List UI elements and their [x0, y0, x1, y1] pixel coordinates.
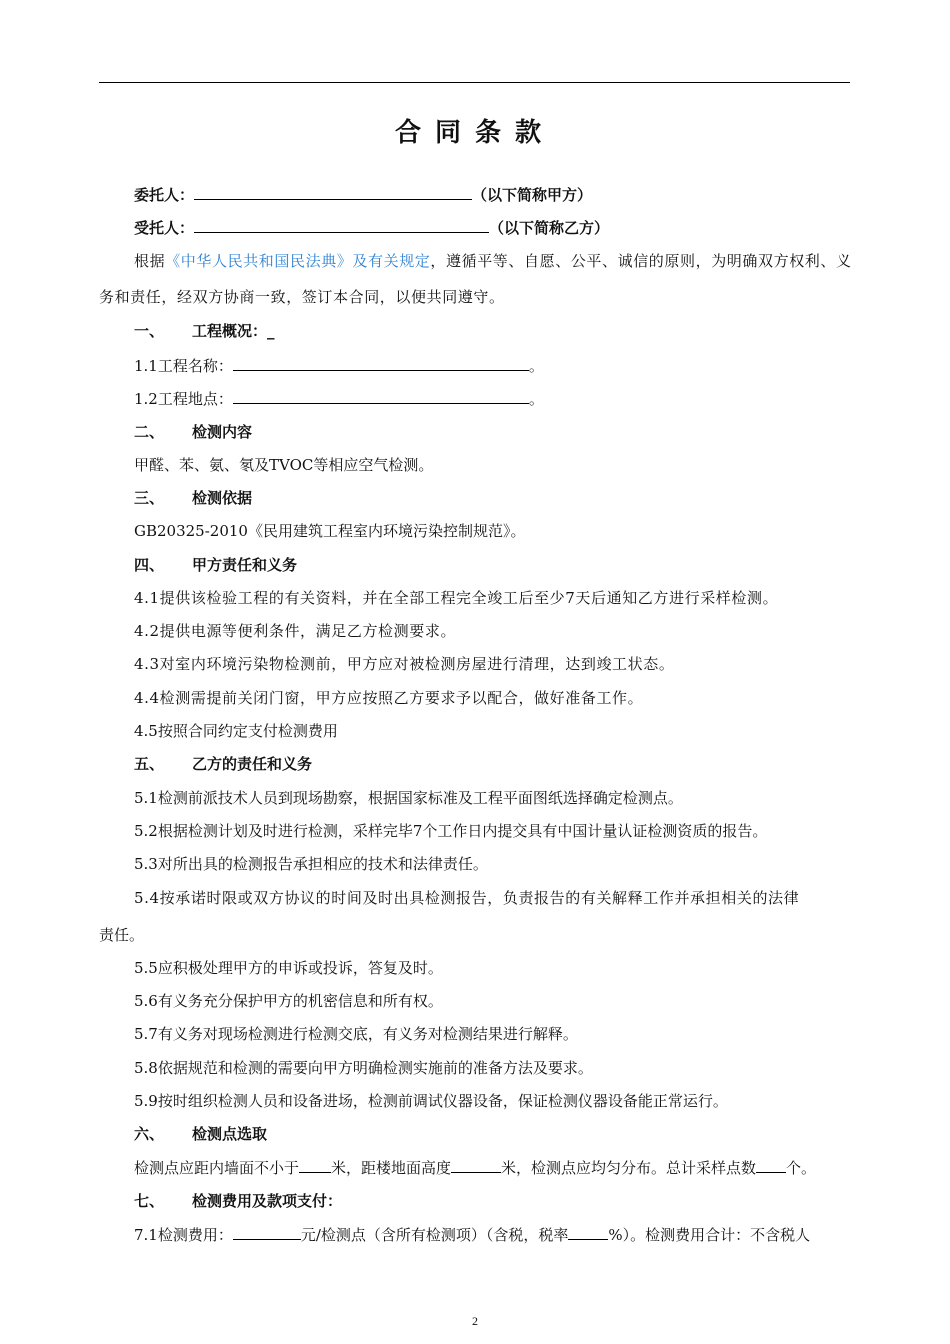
contractor-label: 受托人：	[134, 219, 195, 237]
fee-text-c: %）。检测费用合计：不含税人	[608, 1226, 811, 1244]
clause-5-2: 5.2根据检测计划及时进行检测，采样完毕7个工作日内提交具有中国计量认证检测资质的报告。	[134, 822, 768, 840]
section-num: 三、	[134, 489, 165, 507]
floor-height-blank[interactable]	[451, 1157, 501, 1173]
sampling-text-d: 个。	[786, 1159, 817, 1177]
page-number: 2	[472, 1314, 478, 1328]
section-4-heading	[134, 555, 297, 575]
wall-distance-blank[interactable]	[299, 1157, 331, 1173]
sampling-text-b: 米，距楼地面高度	[331, 1159, 452, 1177]
section-6-heading	[134, 1124, 267, 1144]
section-title: 检测依据	[192, 489, 253, 507]
intro-line-2: 务和责任，经双方协商一致，签订本合同，以便共同遵守。	[99, 288, 505, 306]
sampling-points-line	[134, 1157, 816, 1178]
civil-code-link[interactable]: 《中华人民共和国民法典》及有关规定	[165, 252, 431, 270]
fee-text-a: 7.1检测费用：	[134, 1226, 233, 1244]
section-num: 七、	[134, 1192, 165, 1210]
intro-prefix: 根据	[134, 252, 166, 270]
sample-count-blank[interactable]	[756, 1157, 786, 1173]
section-num: 一、	[134, 322, 165, 340]
project-location-label: 1.2工程地点：	[134, 390, 233, 408]
client-label: 委托人：	[134, 186, 195, 204]
fee-line	[134, 1224, 810, 1245]
contractor-blank[interactable]	[194, 217, 489, 233]
section-title: 工程概况：_	[192, 322, 275, 340]
clause-5-4: 5.4按承诺时限或双方协议的时间及时出具检测报告，负责报告的有关解释工作并承担相关的法律	[134, 889, 800, 907]
period: 。	[528, 357, 544, 375]
section-1-heading	[134, 321, 275, 341]
fee-text-b: 元/检测点（含所有检测项）（含税，税率	[300, 1226, 569, 1244]
section-7-heading	[134, 1191, 342, 1211]
contractor-line	[134, 217, 609, 238]
project-name-line	[134, 355, 544, 376]
section-num: 五、	[134, 755, 165, 773]
intro-rest: ，遵循平等、自愿、公平、诚信的原则，为明确双方权利、义	[430, 252, 852, 270]
sampling-text-a: 检测点应距内墙面不小于	[134, 1159, 300, 1177]
unit-price-blank[interactable]	[233, 1224, 301, 1240]
clause-4-2: 4.2提供电源等便利条件，满足乙方检测要求。	[134, 622, 457, 640]
section-title: 检测费用及款项支付：	[192, 1192, 343, 1210]
contractor-suffix: （以下简称乙方）	[489, 219, 610, 237]
section-5-heading	[134, 754, 312, 774]
section-3-text: GB20325-2010《民用建筑工程室内环境污染控制规范》。	[134, 522, 526, 540]
project-location-line	[134, 388, 544, 409]
section-2-text: 甲醛、苯、氨、氡及TVOC等相应空气检测。	[134, 456, 434, 474]
clause-5-6: 5.6有义务充分保护甲方的机密信息和所有权。	[134, 992, 443, 1010]
section-2-heading	[134, 422, 252, 442]
client-line	[134, 184, 592, 205]
section-3-heading	[134, 488, 252, 508]
client-suffix: （以下简称甲方）	[472, 186, 593, 204]
section-num: 二、	[134, 423, 165, 441]
clause-4-3: 4.3对室内环境污染物检测前，甲方应对被检测房屋进行清理，达到竣工状态。	[134, 655, 675, 673]
clause-5-9: 5.9按时组织检测人员和设备进场，检测前调试仪器设备，保证检测仪器设备能正常运行。	[134, 1092, 728, 1110]
clause-5-3: 5.3对所出具的检测报告承担相应的技术和法律责任。	[134, 855, 488, 873]
sampling-text-c: 米，检测点应均匀分布。总计采样点数	[501, 1159, 757, 1177]
project-name-label: 1.1工程名称：	[134, 357, 233, 375]
clause-5-8: 5.8依据规范和检测的需要向甲方明确检测实施前的准备方法及要求。	[134, 1059, 593, 1077]
tax-rate-blank[interactable]	[568, 1224, 608, 1240]
section-title: 乙方的责任和义务	[192, 755, 313, 773]
client-blank[interactable]	[194, 184, 472, 200]
clause-4-5: 4.5按照合同约定支付检测费用	[134, 722, 338, 740]
section-num: 四、	[134, 556, 165, 574]
section-title: 检测点选取	[192, 1125, 268, 1143]
intro-line-1	[134, 251, 852, 271]
clause-5-4-cont: 责任。	[99, 926, 145, 944]
section-title: 甲方责任和义务	[192, 556, 298, 574]
clause-5-7: 5.7有义务对现场检测进行检测交底，有义务对检测结果进行解释。	[134, 1025, 578, 1043]
project-location-blank[interactable]	[233, 388, 529, 404]
section-num: 六、	[134, 1125, 165, 1143]
project-name-blank[interactable]	[233, 355, 529, 371]
clause-5-5: 5.5应积极处理甲方的申诉或投诉，答复及时。	[134, 959, 443, 977]
clause-4-4: 4.4检测需提前关闭门窗，甲方应按照乙方要求予以配合，做好准备工作。	[134, 689, 644, 707]
clause-4-1: 4.1提供该检验工程的有关资料，并在全部工程完全竣工后至少7天后通知乙方进行采样检测。	[134, 589, 779, 607]
document-title: 合同条款	[394, 118, 555, 148]
period: 。	[528, 390, 544, 408]
clause-5-1: 5.1检测前派技术人员到现场勘察，根据国家标准及工程平面图纸选择确定检测点。	[134, 789, 683, 807]
section-title: 检测内容	[192, 423, 253, 441]
header-rule	[99, 82, 850, 83]
